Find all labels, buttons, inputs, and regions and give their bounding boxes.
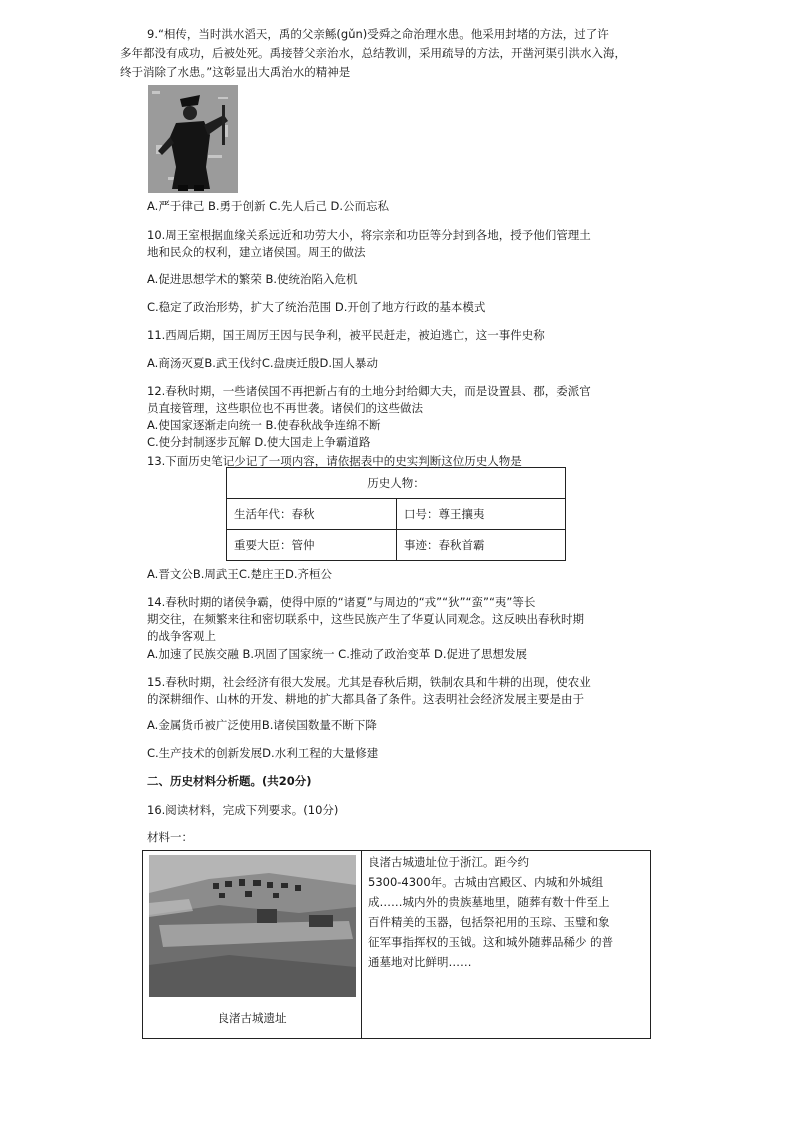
q9-line1: 9.“相传，当时洪水滔天，禹的父亲鲧(gǔn)受舜之命治理水患。他采用封堵的方法，过了许: [147, 27, 609, 41]
material-text-line-4: 百件精美的玉器，包括祭祀用的玉琮、玉璧和象: [368, 915, 610, 929]
q9-line3: 终于消除了水患。”这彰显出大禹治水的精神是: [120, 65, 351, 79]
photo-caption: 良渚古城遗址: [217, 1011, 287, 1025]
q11-options: A.商汤灭夏B.武王伐纣C.盘庚迁殷D.国人暴动: [147, 356, 379, 370]
q10-options-cd: C.稳定了政治形势，扩大了统治范围 D.开创了地方行政的基本模式: [147, 300, 486, 314]
section-title: 二、历史材料分析题。(共20分): [147, 774, 312, 788]
liangzhu-site-photo: [149, 855, 356, 997]
q10-line2: 地和民众的权利，建立诸侯国。周王的做法: [147, 245, 366, 259]
q15-line1: 15.春秋时期，社会经济有很大发展。尤其是春秋后期，铁制农具和牛耕的出现，使农业: [147, 675, 591, 689]
history-figure-table: [226, 467, 566, 561]
material-box: [142, 850, 651, 1039]
table-cell-deeds: 事迹：春秋首霸: [404, 538, 485, 552]
q15-options-cd: C.生产技术的创新发展D.水利工程的大量修建: [147, 746, 379, 760]
q16-prompt: 16.阅读材料，完成下列要求。(10分): [147, 803, 339, 817]
material-text-line-3: 成……城内外的贵族墓地里，随葬有数十件至上: [368, 895, 610, 909]
material-text-line-1: 良渚古城遗址位于浙江。距今约: [368, 855, 529, 869]
q13-options: A.晋文公B.周武王C.楚庄王D.齐桓公: [147, 567, 333, 581]
q15-options-ab: A.金属货币被广泛使用B.诸侯国数量不断下降: [147, 718, 377, 732]
q10-options-ab: A.促进思想学术的繁荣 B.使统治陷入危机: [147, 272, 358, 286]
q11-line1: 11.西周后期，国王周厉王因与民争利，被平民赶走，被迫逃亡，这一事件史称: [147, 328, 545, 342]
q12-line2: 员直接管理，这些职位也不再世袭。诸侯们的这些做法: [147, 401, 423, 415]
q14-line1: 14.春秋时期的诸侯争霸，使得中原的“诸夏”与周边的“戎”“狄”“蛮”“夷”等长: [147, 595, 536, 609]
table-cell-era: 生活年代：春秋: [234, 507, 315, 521]
material-text-line-5: 征军事指挥权的玉钺。这和城外随葬品稀少 的普: [368, 935, 614, 949]
q14-line3: 的战争客观上: [147, 629, 216, 643]
q14-line2: 期交往，在频繁来往和密切联系中，这些民族产生了华夏认同观念。这反映出春秋时期: [147, 612, 584, 626]
material-text-line-6: 通墓地对比鲜明……: [368, 955, 472, 969]
q12-options-cd: C.使分封制逐步瓦解 D.使大国走上争霸道路: [147, 435, 371, 449]
q15-line2: 的深耕细作、山林的开发、耕地的扩大都具备了条件。这表明社会经济发展主要是由于: [147, 692, 584, 706]
table-header: 历史人物：: [367, 476, 425, 490]
q9-options: A.严于律己 B.勇于创新 C.先人后己 D.公而忘私: [147, 199, 390, 213]
q12-options-ab: A.使国家逐渐走向统一 B.使春秋战争连绵不断: [147, 418, 381, 432]
q14-options: A.加速了民族交融 B.巩固了国家统一 C.推动了政治变革 D.促进了思想发展: [147, 647, 528, 661]
table-cell-slogan: 口号：尊王攘夷: [404, 507, 485, 521]
material-text-line-2: 5300-4300年。古城由宫殿区、内城和外城组: [368, 875, 604, 889]
q13-line1: 13.下面历史笔记少记了一项内容，请依据表中的史实判断这位历史人物是: [147, 454, 522, 468]
q10-line1: 10.周王室根据血缘关系远近和功劳大小，将宗亲和功臣等分封到各地，授予他们管理土: [147, 228, 591, 242]
material-one-label: 材料一：: [147, 830, 193, 844]
table-cell-minister: 重要大臣：管仲: [234, 538, 315, 552]
q9-line2: 多年都没有成功，后被处死。禹接替父亲治水，总结教训，采用疏导的方法，开凿河渠引洪水入海，: [120, 46, 626, 60]
q12-line1: 12.春秋时期，一些诸侯国不再把新占有的土地分封给卿大夫，而是设置县、郡，委派官: [147, 384, 591, 398]
dayu-portrait-image: [148, 85, 238, 193]
